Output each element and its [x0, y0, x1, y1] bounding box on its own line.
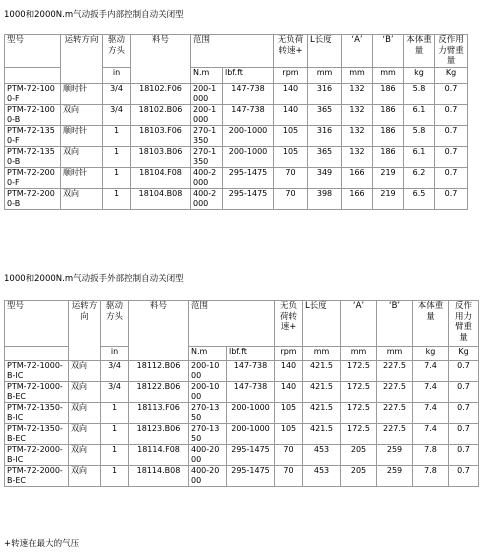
unit-dim-a: mm [341, 347, 377, 361]
cell-speed: 105 [275, 403, 303, 424]
table-row [5, 146, 468, 167]
cell-model: PTM-72-2000-F [5, 167, 61, 188]
cell-range-nm: 400-2000 [191, 167, 223, 188]
header-dim-b: ‘B’ [373, 35, 404, 68]
cell-drive: 1 [103, 125, 131, 146]
cell-length: 316 [308, 83, 342, 104]
cell-speed: 140 [274, 104, 308, 125]
cell-range-lbf: 295-1475 [223, 188, 274, 209]
cell-part-number: 18113.F06 [129, 403, 189, 424]
cell-part-number: 18104.F08 [131, 167, 191, 188]
unit-dim-a: mm [342, 67, 373, 83]
header-model: 型号 [5, 35, 61, 68]
cell-range-nm: 400-2000 [191, 188, 223, 209]
cell-rotation: 双向 [69, 424, 101, 445]
cell-range-nm: 270-1350 [189, 403, 227, 424]
cell-dim-b: 227.5 [377, 361, 413, 382]
cell-model: PTM-72-2000-B [5, 188, 61, 209]
cell-length: 421.5 [303, 382, 341, 403]
header-model: 型号 [5, 301, 69, 347]
unit-range-lbf: lbf.ft [223, 67, 274, 83]
cell-range-nm: 270-1350 [191, 146, 223, 167]
cell-dim-a: 132 [342, 104, 373, 125]
cell-length: 453 [303, 445, 341, 466]
cell-part-number: 18102.B06 [131, 104, 191, 125]
cell-speed: 105 [274, 125, 308, 146]
cell-part-number: 18123.B06 [129, 424, 189, 445]
cell-dim-a: 166 [342, 167, 373, 188]
table-row [5, 382, 479, 403]
table-row [5, 83, 468, 104]
header-length: L长度 [303, 301, 341, 347]
cell-rotation: 顺时针 [61, 83, 103, 104]
table-row [5, 361, 479, 382]
unit-length: mm [308, 67, 342, 83]
cell-model: PTM-72-1350-B-IC [5, 403, 69, 424]
cell-rotation: 双向 [69, 445, 101, 466]
cell-drive: 1 [103, 167, 131, 188]
cell-dim-b: 227.5 [377, 382, 413, 403]
footnote: +转速在最大的气压 [4, 539, 80, 549]
cell-dim-b: 259 [377, 445, 413, 466]
cell-part-number: 18104.B08 [131, 188, 191, 209]
cell-drive: 1 [103, 146, 131, 167]
cell-rotation: 顺时针 [61, 125, 103, 146]
cell-drive: 3/4 [101, 382, 129, 403]
cell-range-nm: 400-2000 [189, 466, 227, 487]
unit-drive: in [101, 347, 129, 361]
cell-model: PTM-72-1000-B-EC [5, 382, 69, 403]
header-reaction-arm-weight: 反作用力臂重量 [435, 35, 468, 68]
cell-dim-b: 227.5 [377, 403, 413, 424]
cell-range-nm: 400-2000 [189, 445, 227, 466]
unit-length: mm [303, 347, 341, 361]
cell-rotation: 双向 [61, 104, 103, 125]
cell-reaction: 0.7 [449, 466, 479, 487]
cell-rotation: 双向 [69, 361, 101, 382]
unit-drive: in [103, 67, 131, 83]
cell-dim-a: 205 [341, 466, 377, 487]
cell-part-number: 18112.B06 [129, 361, 189, 382]
cell-reaction: 0.7 [435, 104, 468, 125]
table-row [5, 466, 479, 487]
cell-weight: 7.8 [413, 445, 449, 466]
cell-drive: 1 [103, 188, 131, 209]
cell-dim-a: 205 [341, 445, 377, 466]
cell-rotation: 双向 [69, 382, 101, 403]
cell-reaction: 0.7 [449, 403, 479, 424]
cell-drive: 1 [101, 445, 129, 466]
header-length: L长度 [308, 35, 342, 68]
cell-length: 365 [308, 146, 342, 167]
table-row [5, 445, 479, 466]
cell-speed: 140 [275, 361, 303, 382]
cell-range-lbf: 147-738 [223, 104, 274, 125]
cell-model: PTM-72-2000-B-IC [5, 445, 69, 466]
table-row [5, 104, 468, 125]
cell-model: PTM-72-1350-B-EC [5, 424, 69, 445]
cell-speed: 105 [275, 424, 303, 445]
cell-weight: 7.8 [413, 466, 449, 487]
cell-range-lbf: 147-738 [227, 382, 275, 403]
section1-title: 1000和2000N.m气动扳手内部控制自动关闭型 [4, 10, 184, 20]
cell-rotation: 顺时针 [61, 167, 103, 188]
cell-range-lbf: 200-1000 [223, 125, 274, 146]
cell-length: 421.5 [303, 424, 341, 445]
cell-dim-b: 186 [373, 104, 404, 125]
header-range: 范围 [189, 301, 275, 347]
header-dim-b: ‘B’ [377, 301, 413, 347]
section2-title: 1000和2000N.m气动扳手外部控制自动关闭型 [4, 274, 184, 284]
spec-table-external-control [4, 300, 479, 487]
unit-range-nm: N.m [189, 347, 227, 361]
cell-dim-a: 132 [342, 146, 373, 167]
cell-dim-b: 259 [377, 466, 413, 487]
cell-length: 453 [303, 466, 341, 487]
cell-speed: 140 [275, 382, 303, 403]
header-dim-a: ‘A’ [341, 301, 377, 347]
cell-speed: 70 [274, 188, 308, 209]
table-row [5, 167, 468, 188]
cell-weight: 6.5 [404, 188, 435, 209]
cell-reaction: 0.7 [435, 188, 468, 209]
header-dim-a: ‘A’ [342, 35, 373, 68]
cell-dim-a: 172.5 [341, 382, 377, 403]
cell-dim-b: 219 [373, 188, 404, 209]
cell-reaction: 0.7 [449, 445, 479, 466]
unit-range-lbf: lbf.ft [227, 347, 275, 361]
header-part-number: 料号 [129, 301, 189, 361]
cell-rotation: 双向 [61, 146, 103, 167]
unit-speed: rpm [275, 347, 303, 361]
table-row [5, 188, 468, 209]
unit-reaction: Kg [449, 347, 479, 361]
cell-model: PTM-72-1000-F [5, 83, 61, 104]
cell-weight: 6.1 [404, 104, 435, 125]
header-body-weight: 本体重量 [404, 35, 435, 68]
header-rotation: 运转方向 [69, 301, 101, 361]
cell-model: PTM-72-2000-B-EC [5, 466, 69, 487]
cell-speed: 105 [274, 146, 308, 167]
cell-range-lbf: 200-1000 [227, 403, 275, 424]
cell-range-lbf: 200-1000 [223, 146, 274, 167]
cell-dim-a: 172.5 [341, 361, 377, 382]
cell-model: PTM-72-1000-B-IC [5, 361, 69, 382]
cell-range-nm: 270-1350 [191, 125, 223, 146]
cell-speed: 70 [274, 167, 308, 188]
unit-dim-b: mm [373, 67, 404, 83]
cell-dim-b: 219 [373, 167, 404, 188]
cell-length: 398 [308, 188, 342, 209]
table-row [5, 125, 468, 146]
cell-part-number: 18103.F06 [131, 125, 191, 146]
cell-dim-a: 132 [342, 83, 373, 104]
header-body-weight: 本体重量 [413, 301, 449, 347]
cell-dim-b: 186 [373, 83, 404, 104]
cell-rotation: 双向 [61, 188, 103, 209]
cell-part-number: 18122.B06 [129, 382, 189, 403]
table-row [5, 403, 479, 424]
cell-rotation: 双向 [69, 466, 101, 487]
cell-range-nm: 270-1350 [189, 424, 227, 445]
cell-speed: 70 [275, 466, 303, 487]
cell-drive: 3/4 [103, 104, 131, 125]
header-part-number: 料号 [131, 35, 191, 84]
cell-reaction: 0.7 [449, 361, 479, 382]
cell-reaction: 0.7 [435, 83, 468, 104]
cell-range-nm: 200-1000 [191, 104, 223, 125]
cell-range-lbf: 200-1000 [227, 424, 275, 445]
cell-weight: 7.4 [413, 424, 449, 445]
spec-table-internal-control [4, 34, 468, 210]
cell-range-nm: 200-1000 [189, 361, 227, 382]
unit-reaction: Kg [435, 67, 468, 83]
header-no-load-speed: 无负荷转速+ [274, 35, 308, 68]
cell-part-number: 18114.F08 [129, 445, 189, 466]
header-drive: 驱动方头 [101, 301, 129, 347]
cell-dim-b: 227.5 [377, 424, 413, 445]
cell-drive: 1 [101, 403, 129, 424]
cell-range-lbf: 147-738 [223, 83, 274, 104]
cell-dim-b: 186 [373, 146, 404, 167]
cell-speed: 70 [275, 445, 303, 466]
cell-reaction: 0.7 [435, 146, 468, 167]
cell-part-number: 18114.B08 [129, 466, 189, 487]
cell-range-lbf: 295-1475 [227, 445, 275, 466]
cell-drive: 3/4 [101, 361, 129, 382]
unit-weight: kg [413, 347, 449, 361]
cell-part-number: 18103.B06 [131, 146, 191, 167]
cell-weight: 6.2 [404, 167, 435, 188]
cell-weight: 7.4 [413, 382, 449, 403]
cell-weight: 5.8 [404, 83, 435, 104]
cell-speed: 140 [274, 83, 308, 104]
cell-model: PTM-72-1350-F [5, 125, 61, 146]
unit-range-nm: N.m [191, 67, 223, 83]
header-reaction-arm-weight: 反作用力臂重量 [449, 301, 479, 347]
cell-part-number: 18102.F06 [131, 83, 191, 104]
header-rotation: 运转方向 [61, 35, 103, 84]
cell-range-lbf: 295-1475 [223, 167, 274, 188]
cell-length: 316 [308, 125, 342, 146]
cell-reaction: 0.7 [449, 382, 479, 403]
table-row [5, 424, 479, 445]
cell-reaction: 0.7 [449, 424, 479, 445]
cell-weight: 5.8 [404, 125, 435, 146]
cell-reaction: 0.7 [435, 167, 468, 188]
cell-range-lbf: 147-738 [227, 361, 275, 382]
cell-weight: 7.4 [413, 361, 449, 382]
cell-weight: 7.4 [413, 403, 449, 424]
cell-model: PTM-72-1350-B [5, 146, 61, 167]
cell-range-lbf: 295-1475 [227, 466, 275, 487]
cell-range-nm: 200-1000 [189, 382, 227, 403]
header-range: 范围 [191, 35, 274, 68]
cell-length: 365 [308, 104, 342, 125]
cell-range-nm: 200-1000 [191, 83, 223, 104]
cell-dim-a: 172.5 [341, 403, 377, 424]
cell-dim-a: 172.5 [341, 424, 377, 445]
cell-dim-a: 132 [342, 125, 373, 146]
cell-weight: 6.1 [404, 146, 435, 167]
cell-length: 421.5 [303, 361, 341, 382]
cell-length: 421.5 [303, 403, 341, 424]
cell-length: 349 [308, 167, 342, 188]
cell-drive: 1 [101, 424, 129, 445]
cell-rotation: 双向 [69, 403, 101, 424]
cell-model: PTM-72-1000-B [5, 104, 61, 125]
unit-dim-b: mm [377, 347, 413, 361]
cell-drive: 3/4 [103, 83, 131, 104]
unit-weight: kg [404, 67, 435, 83]
cell-dim-a: 166 [342, 188, 373, 209]
cell-dim-b: 186 [373, 125, 404, 146]
cell-drive: 1 [101, 466, 129, 487]
cell-reaction: 0.7 [435, 125, 468, 146]
unit-speed: rpm [274, 67, 308, 83]
header-drive: 驱动方头 [103, 35, 131, 68]
header-no-load-speed: 无负荷转速+ [275, 301, 303, 347]
